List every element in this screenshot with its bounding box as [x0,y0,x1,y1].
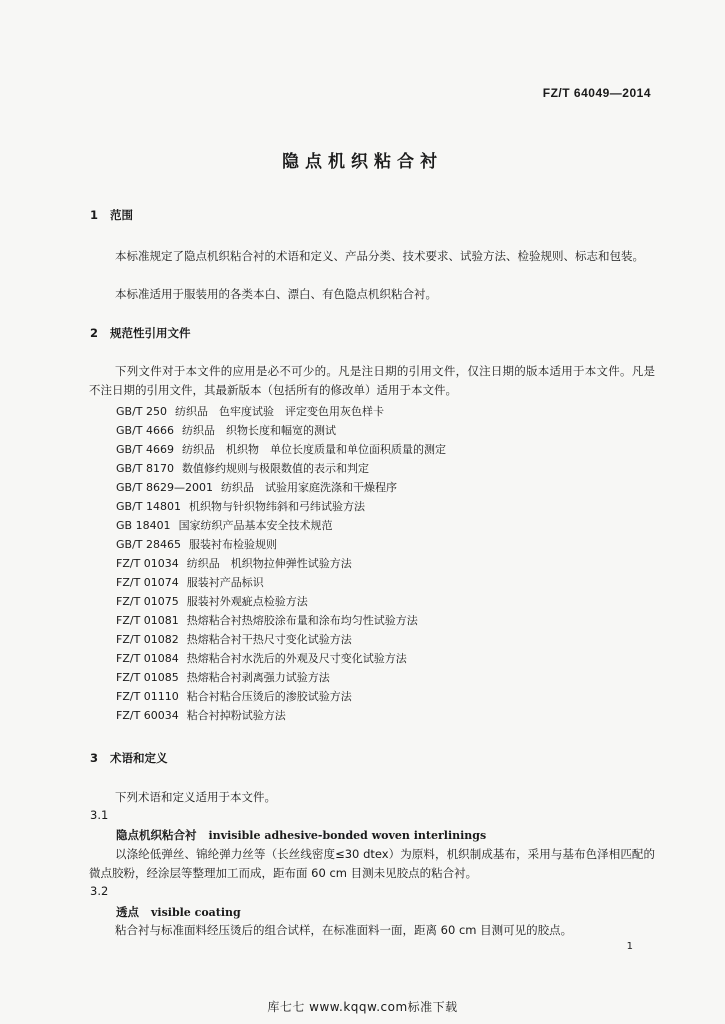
section-title: 范围 [110,208,133,222]
term-heading [116,904,241,920]
term-english: visible coating [151,906,241,919]
term-chinese: 透点 [116,905,139,919]
section-number: 2 [90,326,99,340]
reference-code: FZ/T 01034 [116,557,179,570]
reference-item [116,421,446,440]
reference-title: 粘合衬掉粉试验方法 [186,709,286,722]
reference-title: 服装衬产品标识 [186,576,264,589]
reference-code: GB/T 8170 [116,462,174,475]
section-number: 1 [90,208,99,222]
reference-code: FZ/T 01074 [116,576,179,589]
reference-title: 服装衬布检验规则 [189,538,277,551]
reference-item [116,440,446,459]
reference-code: GB/T 14801 [116,500,181,513]
page-number: 1 [626,941,633,952]
reference-title: 热熔粘合衬热熔胶涂布量和涂布均匀性试验方法 [186,614,418,627]
reference-title: 纺织品 试验用家庭洗涤和干燥程序 [220,481,397,494]
section-3-heading [90,750,168,766]
reference-code: GB/T 4669 [116,443,174,456]
reference-item [116,630,446,649]
reference-title: 机织物与针织物纬斜和弓纬试验方法 [189,500,365,513]
reference-code: GB/T 4666 [116,424,174,437]
reference-code: GB/T 28465 [116,538,181,551]
reference-item [116,402,446,421]
reference-title: 纺织品 色牢度试验 评定变色用灰色样卡 [175,405,384,418]
reference-title: 粘合衬粘合压烫后的渗胶试验方法 [186,690,352,703]
reference-title: 服装衬外观疵点检验方法 [186,595,308,608]
section-title: 规范性引用文件 [110,326,191,340]
reference-item [116,516,446,535]
reference-title: 纺织品 织物长度和幅宽的测试 [182,424,336,437]
standard-number: FZ/T 64049—2014 [542,86,651,100]
reference-code: FZ/T 60034 [116,709,179,722]
reference-title: 纺织品 机织物 单位长度质量和单位面积质量的测定 [182,443,446,456]
reference-item [116,611,446,630]
reference-item [116,478,446,497]
term-definition: 以涤纶低弹丝、锦纶弹力丝等（长丝线密度≤30 dtex）为原料，机织制成基布，采用与基布色泽相匹配的微点胶粉，经涂层等整理加工而成，距布面 60 cm 目测未见胶点的粘合衬。 [89,847,655,880]
footer-watermark: 库七七 www.kqqw.com标准下载 [267,1000,458,1014]
document-title: 隐点机织粘合衬 [282,152,443,172]
reference-item [116,459,446,478]
reference-item [116,554,446,573]
clause-number: 3.2 [90,884,109,898]
reference-item [116,497,446,516]
reference-code: GB/T 8629—2001 [116,481,213,494]
scope-paragraph-1: 本标准规定了隐点机织粘合衬的术语和定义、产品分类、技术要求、试验方法、检验规则、标志和包装。 [115,249,644,263]
reference-code: FZ/T 01110 [116,690,179,703]
section-1-heading [90,207,133,223]
term-english: invisible adhesive-bonded woven interlinings [208,829,487,842]
reference-title: 纺织品 机织物拉伸弹性试验方法 [186,557,352,570]
references-intro: 下列文件对于本文件的应用是必不可少的。凡是注日期的引用文件，仅注日期的版本适用于本文件。凡是不注日期的引用文件，其最新版本（包括所有的修改单）适用于本文件。 [89,364,655,397]
reference-code: FZ/T 01085 [116,671,179,684]
reference-code: FZ/T 01082 [116,633,179,646]
reference-code: GB/T 250 [116,405,167,418]
reference-title: 数值修约规则与极限数值的表示和判定 [182,462,369,475]
reference-item [116,687,446,706]
clause-number: 3.1 [90,808,109,822]
section-number: 3 [90,751,99,765]
term-heading [116,827,486,843]
section-2-heading [90,325,191,341]
reference-item [116,706,446,725]
section-title: 术语和定义 [110,751,168,765]
reference-code: FZ/T 01075 [116,595,179,608]
reference-title: 热熔粘合衬水洗后的外观及尺寸变化试验方法 [186,652,407,665]
reference-list [116,402,446,725]
reference-item [116,668,446,687]
reference-code: GB 18401 [116,519,171,532]
reference-item [116,535,446,554]
term-chinese: 隐点机织粘合衬 [116,828,197,842]
scope-paragraph-2: 本标准适用于服装用的各类本白、漂白、有色隐点机织粘合衬。 [115,287,437,301]
reference-item [116,649,446,668]
reference-title: 国家纺织产品基本安全技术规范 [178,519,333,532]
reference-item [116,573,446,592]
term-definition: 粘合衬与标准面料经压烫后的组合试样，在标准面料一面，距离 60 cm 目测可见的胶点。 [115,923,573,937]
reference-item [116,592,446,611]
reference-code: FZ/T 01081 [116,614,179,627]
terms-intro: 下列术语和定义适用于本文件。 [115,790,276,804]
reference-code: FZ/T 01084 [116,652,179,665]
reference-title: 热熔粘合衬干热尺寸变化试验方法 [186,633,352,646]
reference-title: 热熔粘合衬剥离强力试验方法 [186,671,330,684]
